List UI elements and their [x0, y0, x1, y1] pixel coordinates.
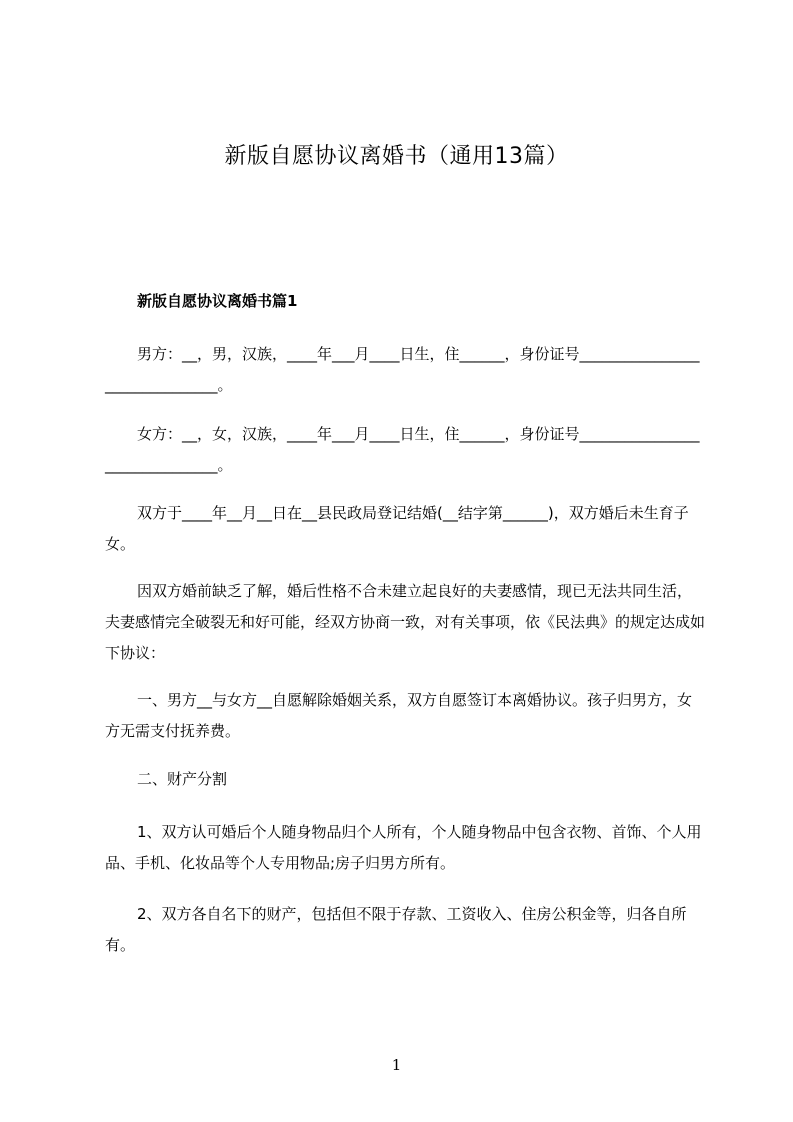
- paragraph-clause-2-heading: 二、财产分割: [137, 770, 228, 788]
- document-title: 新版自愿协议离婚书（通用13篇）: [224, 144, 569, 169]
- paragraph-marriage-registration: 双方于____年__月__日在__县民政局登记结婚(__结字第______)，双方婚后未生育子女。: [105, 504, 689, 553]
- paragraph-female-party: 女方：__，女，汉族，____年___月____日生，住______，身份证号_______________________________。: [105, 425, 700, 474]
- paragraph-reason: 因双方婚前缺乏了解，婚后性格不合未建立起良好的夫妻感情，现已无法共同生活，夫妻感情完全破裂无和好可能，经双方协商一致，对有关事项，依《民法典》的规定达成如下协议：: [105, 582, 706, 662]
- paragraph-male-party: 男方：__，男，汉族，____年___月____日生，住______，身份证号_______________________________。: [105, 345, 700, 394]
- paragraph-property-2: 2、双方各自名下的财产，包括但不限于存款、工资收入、住房公积金等，归各自所有。: [105, 905, 687, 954]
- paragraph-property-1: 1、双方认可婚后个人随身物品归个人所有，个人随身物品中包含衣物、首饰、个人用品、手机、化妆品等个人专用物品;房子归男方所有。: [105, 823, 702, 872]
- page-number: 1: [391, 1056, 402, 1074]
- paragraph-clause-1: 一、男方__与女方__自愿解除婚姻关系，双方自愿签订本离婚协议。孩子归男方，女方无需支付抚养费。: [105, 691, 693, 740]
- section-heading: 新版自愿协议离婚书篇1: [137, 292, 298, 310]
